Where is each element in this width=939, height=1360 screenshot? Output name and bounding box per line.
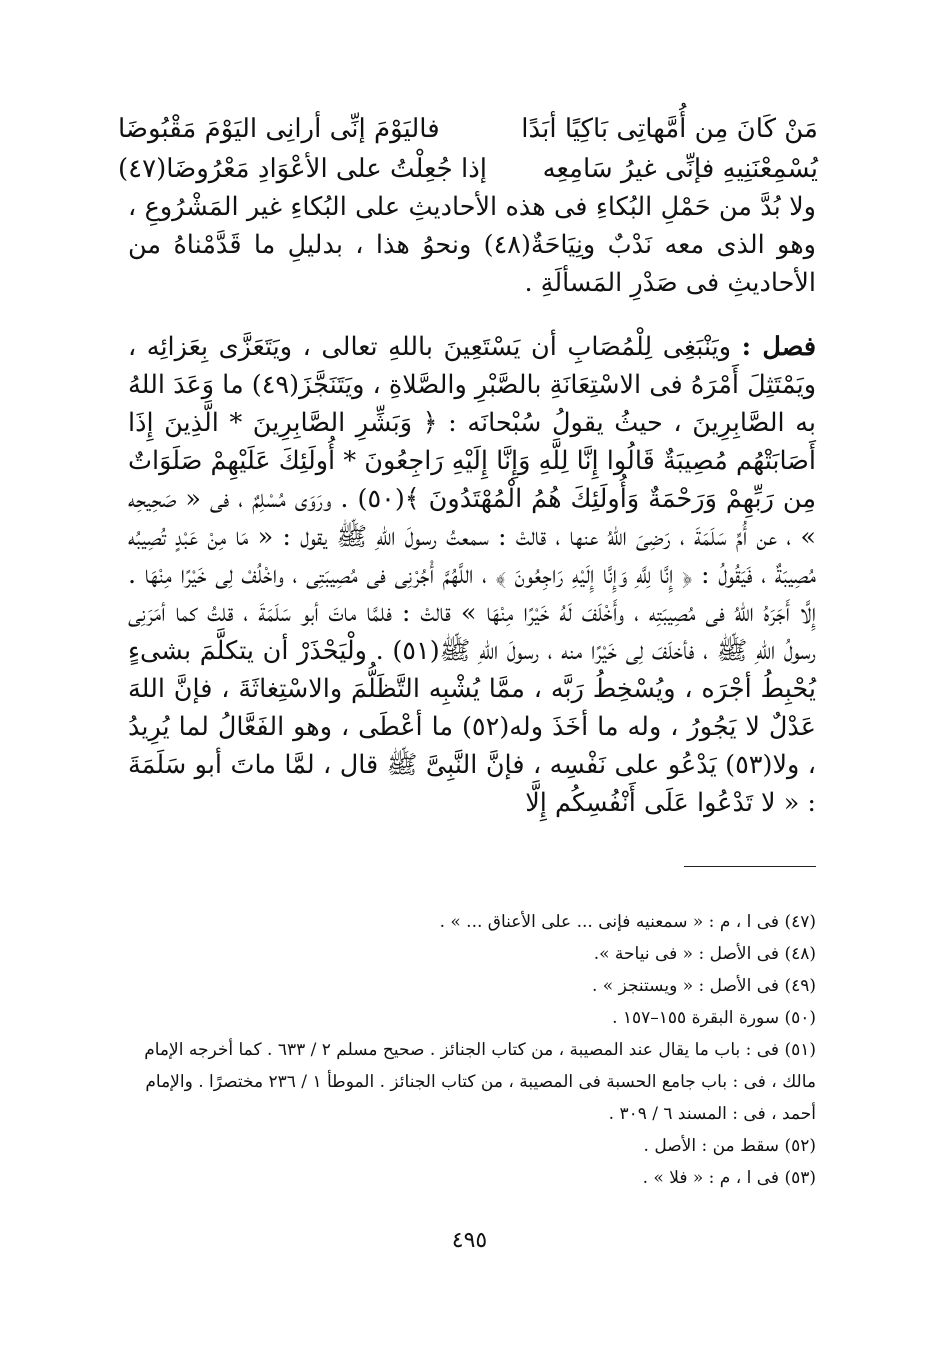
verse-2-second-hemistich: إذا جُعِلْتُ على الأعْوَادِ مَعْرُوضَا(٤٧)	[118, 154, 488, 184]
footnotes	[128, 906, 816, 1194]
footnote-49: (٤٩) فى الأصل : « ويستنجز » .	[591, 976, 816, 996]
footnote-48: (٤٨) فى الأصل : « فى نياحة ».	[593, 944, 816, 964]
paragraph-1-text: ولا بُدَّ من حَمْلِ البُكاءِ فى هذه الأحاديثِ على البُكاءِ غير المَشْرُوعِ ، وهو الذى معه نَدْبٌ ونِيَاحَةٌ(٤٨) ونحوُ هذا ، بدليلِ ما قَدَّمْناهُ من الأحاديثِ فى صَدْرِ المَسألَةِ .	[128, 192, 816, 298]
main-text	[128, 188, 816, 822]
paragraph-2-text: ويَنْبَغِى لِلْمُصَابِ أن يَسْتَعِينَ باللهِ تعالى ، ويَتَعَزَّى بِعَزائِه ، ويَمْتَثِلَ أَمْرَهُ فى الاسْتِعَانَةِ بالصَّبْرِ والصَّلاةِ ، ويَتَنَجَّزَ(٤٩) ما وَعَدَ اللهُ به الصَّابِرِينَ ، حيثُ يقولُ سُبْحانَه : ﴿ وَبَشِّرِ الصَّابِرِينَ * الَّذِينَ إِذَا أَصَابَتْهُم مُصِيبَةٌ قَالُوا إِنَّا لِلَّهِ وَإِنَّا إِلَيْهِ رَاجِعُونَ * أُولَئِكَ عَلَيْهِمْ صَلَوَاتٌ مِن رَبِّهِمْ وَرَحْمَةٌ وَأُولَئِكَ هُمُ الْمُهْتَدُونَ ﴾(٥٠) . ورَوَى مُسْلِمٌ ، فى « صَحِيحِه » ، عن أُمِّ سَلَمَةَ ، رَضِىَ اللهُ عنها ، قالتْ : سمعتُ رسولَ اللهِ ﷺ يقول : « مَا مِنْ عَبْدٍ تُصِيبُه مُصِيبَةٌ ، فَيَقُولُ : ﴿ إِنَّا لِلَّهِ وَإِنَّا إِلَيْهِ رَاجِعُونَ ﴾ ، اللَّهُمَّ أْجُرْنِى فى مُصِيبَتِى ، واخْلُفْ لِى خَيْرًا مِنْهَا . إِلَّا أَجَرَهُ اللهُ فى مُصِيبَتِه ، وأَخْلَفَ لَهُ خَيْرًا مِنْهَا » قالتْ : فلمَّا ماتَ أبو سَلَمَةَ ، قلتُ كما أمَرَنِى رسولُ اللهِ ﷺ ، فأخلَفَ لِى خَيْرًا منه ، رسولَ اللهِ ﷺ(٥١) . ولْيَحْذَرْ أن يتكلَّمَ بشىءٍ يُحْبِطُ أجْرَه ، ويُسْخِطُ رَبَّه ، ممَّا يُشْبِه التَّظَلُّمَ والاسْتِغاثَةَ ، فإنَّ اللهَ عَدْلٌ لا يَجُورُ ، وله ما أخَذَ وله(٥٢) ما أعْطَى ، وهو الفَعَّالُ لما يُرِيدُ ، ولا(٥٣) يَدْعُو على نَفْسِه ، فإنَّ النَّبِىَّ ﷺ قال ، لمَّا ماتَ أبو سَلَمَةَ : « لا تَدْعُوا عَلَى أَنْفُسِكُم إِلَّا	[128, 332, 817, 818]
footnote-50: (٥٠) سورة البقرة ١٥٥–١٥٧ .	[612, 1008, 816, 1028]
verse-1-second-hemistich: فاليَوْمَ إنِّى أرانِى اليَوْمَ مَقْبُوضَا	[118, 114, 440, 144]
page-number: ٤٩٥	[451, 1228, 488, 1253]
footnote-47: (٤٧) فى ا ، م : « سمعنيه فإنى ... على الأعناق ... » .	[439, 912, 816, 932]
footnote-52: (٥٢) سقط من : الأصل .	[643, 1136, 816, 1156]
footnote-51: (٥١) فى : باب ما يقال عند المصيبة ، من كتاب الجنائز . صحيح مسلم ٢ / ٦٣٣ . كما أخرجه الإمام مالك ، فى : باب جامع الحسبة فى المصيبة ، من كتاب الجنائز . الموطأ ١ / ٢٣٦ مختصرًا . والإمام أحمد ، فى : المسند ٦ / ٣٠٩ .	[144, 1040, 816, 1124]
section-heading: فصل :	[741, 332, 817, 362]
paragraph-fasl	[128, 328, 816, 822]
poetry-verse-1	[118, 112, 818, 146]
poetry-verse-2	[118, 152, 818, 186]
verse-1-first-hemistich: مَنْ كَانَ مِن أُمَّهاتِى بَاكِيًا أبَدًا	[521, 114, 818, 144]
footnote-53: (٥٣) فى ا ، م : « فلا » .	[642, 1168, 816, 1188]
footnote-separator	[684, 866, 816, 867]
paragraph-1	[128, 188, 816, 302]
verse-2-first-hemistich: يُسْمِعْنَنِيهِ فإنِّى غيرُ سَامِعِه	[542, 154, 818, 184]
